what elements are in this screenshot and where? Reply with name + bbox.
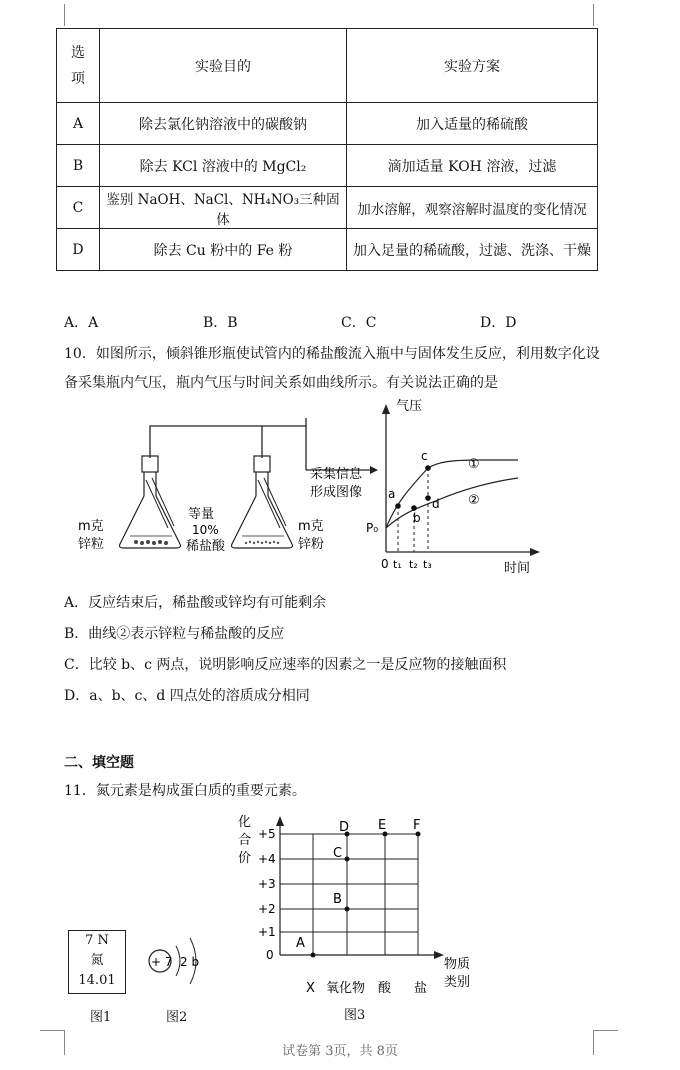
label-e: E: [378, 818, 387, 833]
label-d: d: [432, 497, 440, 511]
arrow-label-collect: 采集信息: [310, 467, 363, 482]
label-c: C: [333, 846, 343, 861]
x-axis-arrow: [530, 548, 540, 556]
label-a: A: [296, 936, 305, 951]
p0-label: P₀: [366, 521, 379, 535]
curve-2: [386, 478, 518, 528]
x-axis-label: 时间: [504, 561, 531, 576]
q9-choice-a: A．A: [64, 315, 99, 331]
t2-label: t₂: [409, 558, 418, 571]
purpose-cell: 除去氯化钠溶液中的碳酸钠: [100, 103, 347, 145]
q10-stem-line1: 10．如图所示，倾斜锥形瓶使试管内的稀盐酸流入瓶中与固体发生反应，利用数字化设: [64, 346, 600, 362]
label-d: D: [339, 820, 350, 835]
option-cell: A: [57, 103, 100, 145]
q10-stem-line2: 备采集瓶内气压，瓶内气压与时间关系如曲线所示。有关说法正确的是: [64, 375, 498, 391]
purpose-cell: 除去 KCl 溶液中的 MgCl₂: [100, 145, 347, 187]
x-label-1: 物质: [444, 957, 471, 972]
label-f: F: [413, 818, 421, 833]
q9-choice-d: D．D: [480, 315, 517, 331]
y-tick: +5: [258, 827, 276, 841]
origin-label: 0: [381, 557, 389, 571]
y-label-2: 合: [238, 833, 252, 848]
fig2-caption: 图2: [166, 1010, 188, 1025]
atomic-structure-diagram: [140, 928, 220, 994]
arrow-label-image: 形成图像: [310, 485, 363, 500]
right-flask: [232, 456, 293, 548]
page-footer: 试卷第 3页，共 8页: [282, 1044, 398, 1059]
header-option: [57, 29, 100, 103]
point-c: [425, 465, 431, 471]
table-row: [57, 103, 598, 145]
sensor-arrow: [370, 466, 378, 474]
point-b: [345, 907, 350, 912]
corner-mark-top-right: [593, 4, 618, 26]
y-axis-arrow: [276, 816, 284, 826]
option-cell: D: [57, 229, 100, 271]
element-number-symbol: 7 N: [85, 933, 109, 948]
plan-cell: 加水溶解，观察溶解时温度的变化情况: [347, 187, 598, 229]
q10-choice-c: C．比较 b、c 两点，说明影响反应速率的因素之一是反应物的接触面积: [64, 657, 507, 673]
y-tick: +4: [258, 852, 276, 866]
fig3-caption: 图3: [344, 1008, 366, 1023]
q10-choice-d: D．a、b、c、d 四点处的溶质成分相同: [64, 688, 310, 704]
mid-label-acid: 稀盐酸: [186, 539, 226, 554]
curve-1-label: ①: [468, 457, 480, 472]
label-c: c: [421, 449, 428, 463]
header-purpose: 实验目的: [100, 29, 347, 103]
element-card: [68, 930, 126, 994]
plan-cell: 加入适量的稀硫酸: [347, 103, 598, 145]
y-label-3: 价: [238, 851, 252, 866]
experiment-table: [56, 28, 598, 271]
x-tick: 酸: [378, 981, 392, 996]
y-tick: +1: [258, 925, 276, 939]
option-cell: C: [57, 187, 100, 229]
header-option-line2: 项: [71, 70, 85, 87]
q10-choice-a: A．反应结束后，稀盐酸或锌均有可能剩余: [64, 595, 327, 611]
label-a: a: [388, 487, 396, 501]
label-b: B: [333, 892, 342, 907]
table-row: [57, 229, 598, 271]
x-tick: 氧化物: [326, 981, 366, 996]
point-a: [395, 503, 401, 509]
left-flask: [120, 456, 181, 548]
element-mass: 14.01: [78, 973, 116, 988]
y-axis-label: 气压: [396, 399, 423, 414]
q10-figure: [70, 396, 550, 582]
pressure-graph: [366, 399, 540, 576]
right-label-zinc: 锌粉: [298, 537, 325, 552]
t3-label: t₃: [423, 558, 432, 571]
left-label-mass: m克: [78, 519, 104, 534]
t1-label: t₁: [393, 558, 402, 571]
left-label-zinc: 锌粒: [78, 537, 105, 552]
point-d: [425, 495, 431, 501]
gas-tubes: [150, 418, 306, 470]
valence-class-chart: [232, 812, 482, 998]
q9-choice-c: C．C: [341, 315, 377, 331]
label-b: b: [413, 511, 421, 525]
curve-2-label: ②: [468, 493, 480, 508]
y-axis-arrow: [382, 404, 390, 414]
nucleus-label: + 7: [151, 955, 173, 969]
q10-choice-b: B．曲线②表示锌粒与稀盐酸的反应: [64, 626, 285, 642]
table-row: [57, 145, 598, 187]
table-header-row: [57, 29, 598, 103]
corner-mark-top-left: [40, 4, 65, 26]
mid-label-equal: 等量: [188, 507, 215, 522]
q11-stem: 11．氮元素是构成蛋白质的重要元素。: [64, 783, 306, 799]
point-c: [345, 857, 350, 862]
q9-choice-b: B．B: [203, 315, 238, 331]
zinc-powder: [245, 541, 279, 544]
electron-label: 2 b: [180, 955, 200, 969]
right-label-mass: m克: [298, 519, 324, 534]
purpose-cell: 鉴别 NaOH、NaCl、NH₄NO₃三种固体: [100, 187, 347, 229]
y-label-1: 化: [238, 815, 252, 830]
option-cell: B: [57, 145, 100, 187]
zinc-granules: [134, 540, 168, 545]
point-a: [311, 953, 316, 958]
header-option-line1: 选: [71, 44, 85, 61]
y-tick: +3: [258, 877, 276, 891]
x-label-2: 类别: [444, 975, 471, 990]
y-tick: +2: [258, 902, 276, 916]
header-plan: 实验方案: [347, 29, 598, 103]
plan-cell: 加入足量的稀硫酸，过滤、洗涤、干燥: [347, 229, 598, 271]
x-tick: X: [306, 981, 315, 996]
plan-cell: 滴加适量 KOH 溶液，过滤: [347, 145, 598, 187]
table-row: [57, 187, 598, 229]
fig1-caption: 图1: [90, 1010, 112, 1025]
y-tick: 0: [266, 948, 274, 962]
element-name: 氮: [90, 953, 104, 968]
mid-label-percent: 10%: [192, 523, 219, 537]
x-axis-arrow: [434, 951, 444, 959]
section-heading: 二、填空题: [64, 755, 134, 771]
point-b: [411, 505, 417, 511]
x-tick: 盐: [414, 981, 428, 996]
purpose-cell: 除去 Cu 粉中的 Fe 粉: [100, 229, 347, 271]
